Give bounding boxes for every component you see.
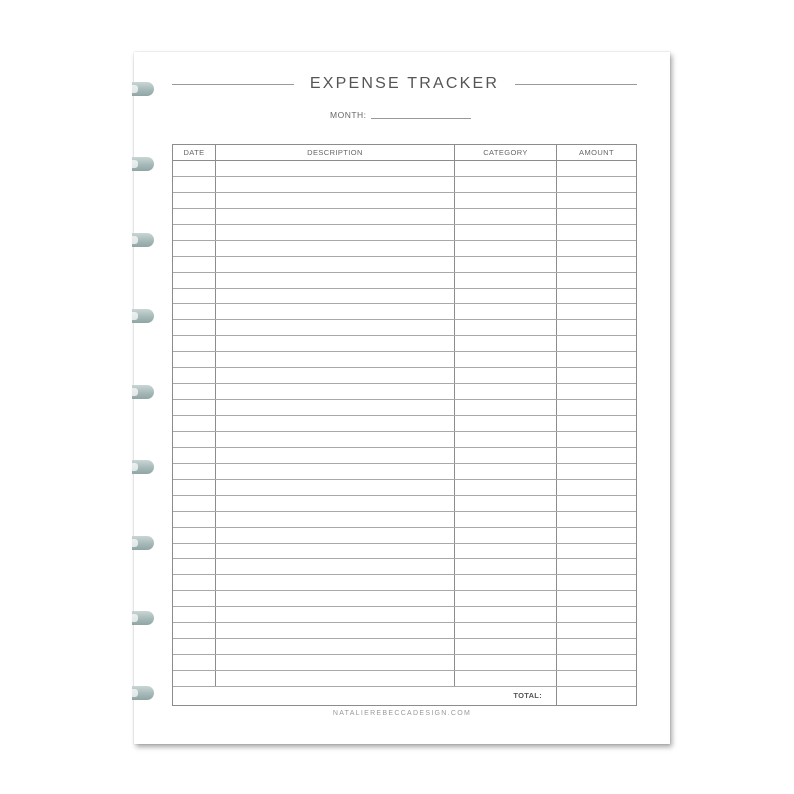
amount-cell[interactable] [557, 432, 636, 447]
table-row [173, 400, 636, 416]
description-cell[interactable] [216, 225, 455, 240]
table-header [173, 145, 636, 161]
amount-cell[interactable] [557, 352, 636, 367]
amount-cell[interactable] [557, 273, 636, 288]
category-cell[interactable] [455, 368, 557, 383]
date-cell[interactable] [173, 671, 216, 686]
amount-cell[interactable] [557, 639, 636, 654]
table-row [173, 607, 636, 623]
date-cell[interactable] [173, 336, 216, 351]
amount-cell[interactable] [557, 304, 636, 319]
month-field [330, 110, 471, 120]
total-amount-cell[interactable] [557, 687, 636, 705]
category-cell[interactable] [455, 496, 557, 511]
table-row [173, 496, 636, 512]
amount-cell[interactable] [557, 384, 636, 399]
amount-cell[interactable] [557, 671, 636, 686]
table-row [173, 161, 636, 177]
amount-cell[interactable] [557, 336, 636, 351]
table-row [173, 320, 636, 336]
amount-cell[interactable] [557, 209, 636, 224]
title-rule-right [515, 84, 637, 85]
description-cell[interactable] [216, 528, 455, 543]
table-row [173, 575, 636, 591]
table-row [173, 639, 636, 655]
table-row [173, 304, 636, 320]
column-header-amount: AMOUNT [579, 148, 614, 157]
category-cell[interactable] [455, 591, 557, 606]
amount-cell[interactable] [557, 559, 636, 574]
description-cell[interactable] [216, 241, 455, 256]
description-cell[interactable] [216, 193, 455, 208]
amount-cell[interactable] [557, 193, 636, 208]
description-cell[interactable] [216, 607, 455, 622]
binder-disc [132, 157, 154, 171]
date-cell[interactable] [173, 512, 216, 527]
table-row [173, 352, 636, 368]
description-cell[interactable] [216, 336, 455, 351]
amount-cell[interactable] [557, 591, 636, 606]
amount-cell[interactable] [557, 575, 636, 590]
date-cell[interactable] [173, 496, 216, 511]
category-cell[interactable] [455, 671, 557, 686]
description-cell[interactable] [216, 400, 455, 415]
category-cell[interactable] [455, 320, 557, 335]
date-cell[interactable] [173, 304, 216, 319]
title-row [172, 72, 637, 96]
expense-table [172, 144, 637, 706]
title-rule-left [172, 84, 294, 85]
amount-cell[interactable] [557, 655, 636, 670]
table-row [173, 448, 636, 464]
amount-cell[interactable] [557, 161, 636, 176]
date-cell[interactable] [173, 225, 216, 240]
category-cell[interactable] [455, 432, 557, 447]
description-cell[interactable] [216, 655, 455, 670]
date-cell[interactable] [173, 559, 216, 574]
table-row [173, 591, 636, 607]
description-cell[interactable] [216, 177, 455, 192]
date-cell[interactable] [173, 161, 216, 176]
category-cell[interactable] [455, 161, 557, 176]
table-row [173, 336, 636, 352]
description-cell[interactable] [216, 368, 455, 383]
date-cell[interactable] [173, 528, 216, 543]
amount-cell[interactable] [557, 480, 636, 495]
description-cell[interactable] [216, 384, 455, 399]
table-row [173, 257, 636, 273]
date-cell[interactable] [173, 480, 216, 495]
table-body [173, 161, 636, 687]
month-label: MONTH: [330, 110, 367, 120]
column-header-description: DESCRIPTION [216, 145, 455, 160]
amount-cell[interactable] [557, 464, 636, 479]
amount-cell[interactable] [557, 623, 636, 638]
binder-disc [132, 82, 154, 96]
category-cell[interactable] [455, 289, 557, 304]
table-row [173, 241, 636, 257]
category-cell[interactable] [455, 257, 557, 272]
month-input-line[interactable] [371, 118, 471, 119]
description-cell[interactable] [216, 209, 455, 224]
category-cell[interactable] [455, 575, 557, 590]
table-row [173, 512, 636, 528]
category-cell[interactable] [455, 193, 557, 208]
amount-cell[interactable] [557, 289, 636, 304]
date-cell[interactable] [173, 273, 216, 288]
date-cell[interactable] [173, 544, 216, 559]
category-cell[interactable] [455, 304, 557, 319]
category-cell[interactable] [455, 655, 557, 670]
description-cell[interactable] [216, 289, 455, 304]
date-cell[interactable] [173, 209, 216, 224]
description-cell[interactable] [216, 161, 455, 176]
date-cell[interactable] [173, 607, 216, 622]
category-cell[interactable] [455, 528, 557, 543]
category-cell[interactable] [455, 273, 557, 288]
description-cell[interactable] [216, 320, 455, 335]
amount-cell[interactable] [557, 177, 636, 192]
date-cell[interactable] [173, 416, 216, 431]
table-row [173, 384, 636, 400]
description-cell[interactable] [216, 432, 455, 447]
date-cell[interactable] [173, 384, 216, 399]
category-cell[interactable] [455, 544, 557, 559]
category-cell[interactable] [455, 559, 557, 574]
category-cell[interactable] [455, 225, 557, 240]
category-cell[interactable] [455, 241, 557, 256]
total-label: TOTAL: [173, 687, 557, 705]
column-header-date: DATE [173, 145, 216, 160]
table-row [173, 559, 636, 575]
category-cell[interactable] [455, 416, 557, 431]
binder-disc [132, 460, 154, 474]
planner-page [134, 52, 670, 744]
description-cell[interactable] [216, 257, 455, 272]
description-cell[interactable] [216, 575, 455, 590]
date-cell[interactable] [173, 623, 216, 638]
description-cell[interactable] [216, 352, 455, 367]
date-cell[interactable] [173, 448, 216, 463]
binder-disc [132, 686, 154, 700]
category-cell[interactable] [455, 623, 557, 638]
amount-cell[interactable] [557, 241, 636, 256]
description-cell[interactable] [216, 591, 455, 606]
website-footer: NATALIEREBECCADESIGN.COM [332, 710, 472, 717]
date-cell[interactable] [173, 591, 216, 606]
date-cell[interactable] [173, 257, 216, 272]
category-cell[interactable] [455, 639, 557, 654]
table-row [173, 671, 636, 687]
description-cell[interactable] [216, 273, 455, 288]
amount-cell[interactable] [557, 496, 636, 511]
date-cell[interactable] [173, 241, 216, 256]
amount-cell[interactable] [557, 512, 636, 527]
date-cell[interactable] [173, 575, 216, 590]
table-row [173, 193, 636, 209]
table-row [173, 368, 636, 384]
table-row [173, 225, 636, 241]
description-cell[interactable] [216, 512, 455, 527]
table-row [173, 416, 636, 432]
description-cell[interactable] [216, 623, 455, 638]
description-cell[interactable] [216, 480, 455, 495]
binder-disc [132, 309, 154, 323]
amount-cell[interactable] [557, 416, 636, 431]
date-cell[interactable] [173, 432, 216, 447]
date-cell[interactable] [173, 655, 216, 670]
table-row [173, 209, 636, 225]
date-cell[interactable] [173, 464, 216, 479]
description-cell[interactable] [216, 304, 455, 319]
amount-cell[interactable] [557, 368, 636, 383]
description-cell[interactable] [216, 416, 455, 431]
date-cell[interactable] [173, 352, 216, 367]
amount-cell[interactable] [557, 400, 636, 415]
category-cell[interactable] [455, 352, 557, 367]
table-row [173, 289, 636, 305]
description-cell[interactable] [216, 544, 455, 559]
table-row [173, 544, 636, 560]
description-cell[interactable] [216, 639, 455, 654]
table-row [173, 273, 636, 289]
date-cell[interactable] [173, 193, 216, 208]
table-row [173, 623, 636, 639]
date-cell[interactable] [173, 320, 216, 335]
date-cell[interactable] [173, 368, 216, 383]
amount-cell[interactable] [557, 528, 636, 543]
category-cell[interactable] [455, 448, 557, 463]
category-cell[interactable] [455, 177, 557, 192]
table-row [173, 177, 636, 193]
category-cell[interactable] [455, 607, 557, 622]
table-row [173, 432, 636, 448]
column-header-category: CATEGORY [455, 145, 557, 160]
amount-cell[interactable] [557, 448, 636, 463]
category-cell[interactable] [455, 400, 557, 415]
date-cell[interactable] [173, 177, 216, 192]
category-cell[interactable] [455, 336, 557, 351]
description-cell[interactable] [216, 464, 455, 479]
binder-disc [132, 233, 154, 247]
category-cell[interactable] [455, 209, 557, 224]
table-row [173, 464, 636, 480]
table-row [173, 480, 636, 496]
date-cell[interactable] [173, 639, 216, 654]
table-row [173, 528, 636, 544]
category-cell[interactable] [455, 512, 557, 527]
date-cell[interactable] [173, 289, 216, 304]
category-cell[interactable] [455, 464, 557, 479]
amount-cell[interactable] [557, 320, 636, 335]
description-cell[interactable] [216, 671, 455, 686]
total-row [173, 687, 636, 705]
category-cell[interactable] [455, 480, 557, 495]
description-cell[interactable] [216, 496, 455, 511]
binder-disc [132, 385, 154, 399]
amount-cell[interactable] [557, 257, 636, 272]
binder-disc [132, 536, 154, 550]
amount-cell[interactable] [557, 607, 636, 622]
date-cell[interactable] [173, 400, 216, 415]
amount-cell[interactable] [557, 544, 636, 559]
binder-disc [132, 611, 154, 625]
description-cell[interactable] [216, 559, 455, 574]
page-title: EXPENSE TRACKER [309, 75, 500, 92]
category-cell[interactable] [455, 384, 557, 399]
table-row [173, 655, 636, 671]
amount-cell[interactable] [557, 225, 636, 240]
description-cell[interactable] [216, 448, 455, 463]
